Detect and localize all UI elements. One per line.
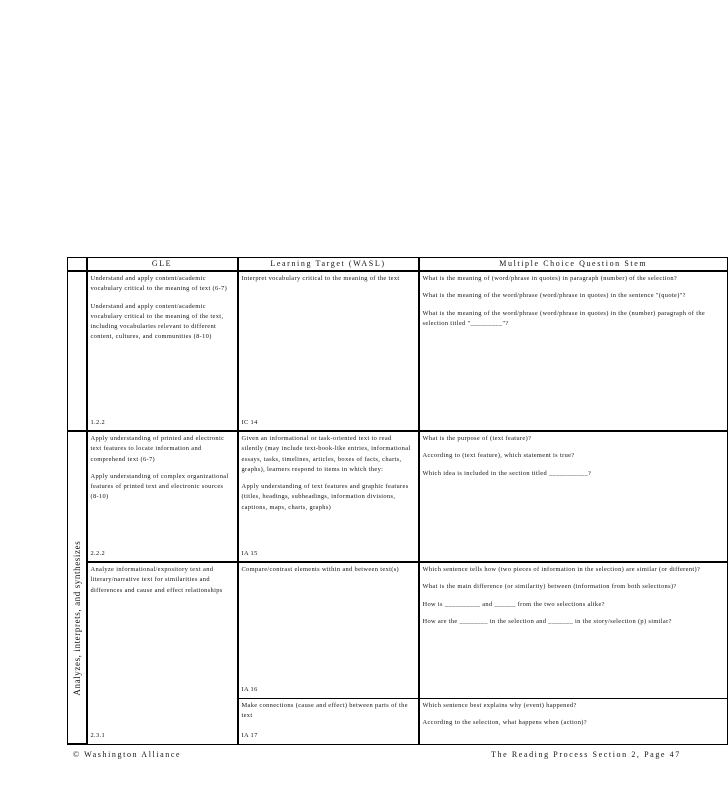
question-stem: What is the meaning of the word/phrase (word/phrase in quotes) in the sentence "(quote)"? bbox=[422, 292, 686, 300]
side-label: Analyzes, interprets, and synthesizes bbox=[71, 540, 82, 696]
question-stem: According to (text feature), which statement is true? bbox=[422, 452, 575, 460]
question-stem: What is the purpose of (text feature)? bbox=[422, 435, 532, 442]
gle-cell bbox=[87, 431, 238, 562]
curriculum-table bbox=[67, 257, 728, 745]
gle-code: 1.2.2 bbox=[90, 418, 106, 426]
gle-code: 2.2.2 bbox=[90, 549, 106, 557]
target-text: Make connections (cause and effect) between parts of the text bbox=[241, 701, 408, 719]
gle-text: Analyze informational/expository text and literary/narrative text for similarities and differences and cause and effect relationships bbox=[90, 566, 223, 594]
table-row bbox=[68, 431, 728, 562]
gle-code: 2.3.1 bbox=[90, 732, 106, 740]
target-cell bbox=[238, 271, 419, 431]
side-cell bbox=[68, 431, 87, 744]
target-text: Apply understanding of text features and graphic features (titles, headings, subheadings, information divisions, captions, maps, charts, graphs) bbox=[241, 483, 409, 511]
target-cell bbox=[238, 431, 419, 562]
footer-copyright: © Washington Alliance bbox=[73, 750, 182, 759]
target-code: IA 15 bbox=[241, 549, 258, 557]
gle-cell bbox=[87, 562, 238, 744]
header-learning-target: Learning Target (WASL) bbox=[238, 258, 419, 272]
table-row bbox=[68, 271, 728, 431]
side-cell-top bbox=[68, 271, 87, 431]
question-stem: What is the meaning of (word/phrase in quotes) in paragraph (number) of the selection? bbox=[422, 275, 678, 282]
table-row bbox=[68, 562, 728, 698]
question-stem: Which sentence tells how (two pieces of information in the selection) are similar (or different)? bbox=[422, 566, 701, 573]
question-stem: How is __________ and ______ from the two selections alike? bbox=[422, 600, 605, 608]
footer-page-info: The Reading Process Section 2, Page 47 bbox=[491, 750, 681, 759]
question-stem: According to the selection, what happens when (action)? bbox=[422, 718, 587, 726]
header-question-stem: Multiple Choice Question Stem bbox=[419, 258, 728, 272]
target-text: Compare/contrast elements within and between text(s) bbox=[241, 566, 400, 573]
gle-text: Apply understanding of printed and electronic text features to locate information and comprehend text (6-7) bbox=[90, 435, 225, 463]
question-stem: Which sentence best explains why (event) happened? bbox=[422, 701, 577, 709]
question-stem: How are the ________ in the selection and _______ in the story/selection (p) similar? bbox=[422, 617, 672, 625]
gle-cell bbox=[87, 271, 238, 431]
target-text: Interpret vocabulary critical to the meaning of the text bbox=[241, 275, 400, 282]
target-code: IA 16 bbox=[241, 686, 258, 694]
target-cell bbox=[238, 562, 419, 698]
gle-text: Understand and apply content/academic vocabulary critical to the meaning of the text, including vocabularies relevant to different content, cultures, and communities (8-10) bbox=[90, 302, 224, 341]
target-text: Given an informational or task-oriented text to read silently (may include text-book-like entries, informational essays, tasks, timelines, articles, boxes of facts, charts, graphs), learners respond to items in which they: bbox=[241, 435, 411, 473]
question-cell bbox=[419, 562, 728, 698]
header-gle: GLE bbox=[87, 258, 238, 272]
gle-text: Understand and apply content/academic vocabulary critical to the meaning of text (6-7) bbox=[90, 275, 228, 293]
question-cell bbox=[419, 431, 728, 562]
target-code: IA 17 bbox=[241, 732, 258, 740]
header-blank bbox=[68, 258, 87, 272]
target-code: IC 14 bbox=[241, 418, 258, 426]
gle-text: Apply understanding of complex organizational features of printed text and electronic sources (8-10) bbox=[90, 472, 229, 501]
question-cell bbox=[419, 271, 728, 431]
question-stem: What is the meaning of the word/phrase (word/phrase in quotes) in the (number) paragraph of the selection titled "_________"? bbox=[422, 309, 706, 327]
question-cell bbox=[419, 698, 728, 744]
question-stem: What is the main difference (or similarity) between (information from both selections)? bbox=[422, 583, 677, 591]
header-row bbox=[68, 258, 728, 272]
curriculum-table-container bbox=[67, 257, 706, 740]
target-cell bbox=[238, 698, 419, 744]
question-stem: Which idea is included in the section titled ___________? bbox=[422, 469, 592, 477]
